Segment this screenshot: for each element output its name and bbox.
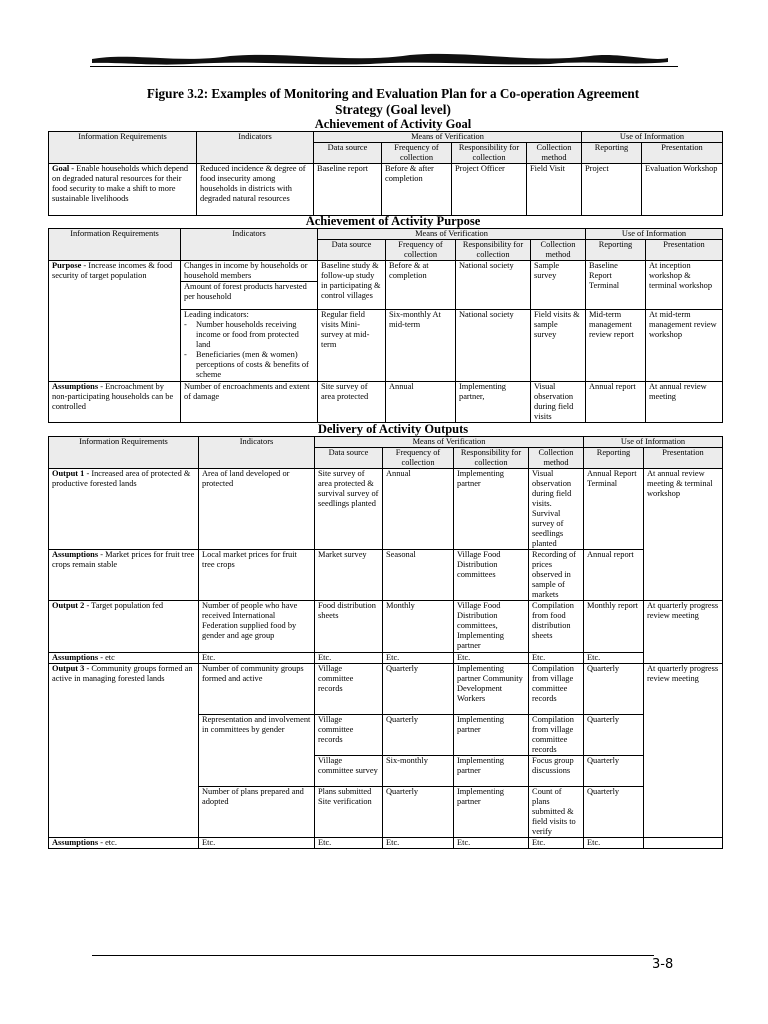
- col-frequency: Frequency of collection: [382, 143, 452, 164]
- col-indicators: Indicators: [181, 229, 318, 261]
- col-reporting: Reporting: [586, 240, 646, 261]
- col-responsibility: Responsibility for collection: [454, 448, 529, 469]
- table-row: Assumptions - Market prices for fruit tree crops remain stable Local market prices for fruit tree crops Market survey Seasonal Village Food Distribution committees Recording of prices observed in sample of markets Annual report: [49, 550, 723, 601]
- section-goal-heading: Achievement of Activity Goal: [314, 117, 472, 131]
- table-row: Village committee survey Six-monthly Implementing partner Focus group discussions Quarterly: [49, 756, 723, 787]
- table-row: Assumptions - etc Etc. Etc. Etc. Etc. Etc. Etc.: [49, 653, 723, 664]
- col-data-source: Data source: [314, 143, 382, 164]
- table-row: Output 1 - Increased area of protected & productive forested lands Area of land developed or protected Site survey of area protected & survival survey of seedlings planted Annual Implementing partner Visual observation during field visits. Survival survey of seedlings planted Annual Report Terminal At annual review meeting & terminal workshop: [49, 469, 723, 550]
- goal-table: [48, 131, 723, 216]
- table-row: Output 3 - Community groups formed an active in managing forested lands Number of community groups formed and active Village committee records Quarterly Implementing partner Community Development Workers Compilation from village committee records Quarterly At quarterly progress review meeting: [49, 664, 723, 715]
- section-outputs-heading: Delivery of Activity Outputs: [317, 422, 469, 436]
- figure-subtitle: Strategy (Goal level): [335, 102, 451, 117]
- redacted-header: [90, 50, 670, 66]
- footer-rule: [92, 955, 654, 956]
- table-row: Purpose - Increase incomes & food security of target population Changes in income by households or household members Baseline study & follow-up study in participating & control villages Before & at completion National society Sample survey Baseline Report Terminal At inception workshop & terminal workshop: [49, 261, 723, 282]
- section-purpose-heading: Achievement of Activity Purpose: [305, 214, 481, 228]
- col-reporting: Reporting: [582, 143, 642, 164]
- col-presentation: Presentation: [644, 448, 723, 469]
- col-method: Collection method: [529, 448, 584, 469]
- figure-title: Figure 3.2: Examples of Monitoring and Evaluation Plan for a Co-operation Agreement: [146, 86, 640, 101]
- col-presentation: Presentation: [642, 143, 723, 164]
- table-row: Goal - Enable households which depend on degraded natural resources for their food security to make a shift to more sustainable livelihoods Reduced incidence & degree of food insecurity among households in districts with degraded natural resources Baseline report Before & after completion Project Officer Field Visit Project Evaluation Workshop: [49, 164, 723, 216]
- header-rule: [90, 66, 678, 67]
- col-data-source: Data source: [315, 448, 383, 469]
- col-means: Means of Verification: [318, 229, 586, 240]
- col-info: Information Requirements: [49, 132, 197, 164]
- col-responsibility: Responsibility for collection: [456, 240, 531, 261]
- col-data-source: Data source: [318, 240, 386, 261]
- page-number: 3-8: [652, 957, 674, 972]
- purpose-table: [48, 228, 723, 423]
- col-use: Use of Information: [584, 437, 723, 448]
- col-method: Collection method: [531, 240, 586, 261]
- col-indicators: Indicators: [199, 437, 315, 469]
- table-row: Representation and involvement in committees by gender Village committee records Quarterly Implementing partner Compilation from village committee records Quarterly: [49, 715, 723, 756]
- table-row: Assumptions - Encroachment by non-participating households can be controlled Number of encroachments and extent of damage Site survey of area protected Annual Implementing partner, Visual observation during field visits Annual report At annual review meeting: [49, 382, 723, 423]
- table-row: Output 2 - Target population fed Number of people who have received International Federation supplied food by gender and age group Food distribution sheets Monthly Village Food Distribution committees, Implementing partner Compilation from food distribution sheets Monthly report At quarterly progress review meeting: [49, 601, 723, 653]
- col-use: Use of Information: [582, 132, 723, 143]
- col-indicators: Indicators: [197, 132, 314, 164]
- col-means: Means of Verification: [315, 437, 584, 448]
- table-row: Leading indicators: - Number households receiving income or food from protected land - Beneficiaries (men & women) perceptions of costs & benefits of scheme Regular field visits Mini-survey at mid-term Six-monthly At mid-term National society Field visits & sample survey Mid-term management review report At mid-term management review workshop: [49, 310, 723, 382]
- table-row: Number of plans prepared and adopted Plans submitted Site verification Quarterly Implementing partner Count of plans submitted & field visits to verify Quarterly: [49, 787, 723, 838]
- outputs-table: [48, 436, 723, 849]
- table-row: Amount of forest products harvested per household: [49, 282, 723, 310]
- table-row: Assumptions - etc. Etc. Etc. Etc. Etc. Etc. Etc.: [49, 838, 723, 849]
- col-presentation: Presentation: [646, 240, 723, 261]
- col-frequency: Frequency of collection: [386, 240, 456, 261]
- col-reporting: Reporting: [584, 448, 644, 469]
- col-method: Collection method: [527, 143, 582, 164]
- col-means: Means of Verification: [314, 132, 582, 143]
- col-info: Information Requirements: [49, 437, 199, 469]
- col-use: Use of Information: [586, 229, 723, 240]
- col-info: Information Requirements: [49, 229, 181, 261]
- col-frequency: Frequency of collection: [383, 448, 454, 469]
- col-responsibility: Responsibility for collection: [452, 143, 527, 164]
